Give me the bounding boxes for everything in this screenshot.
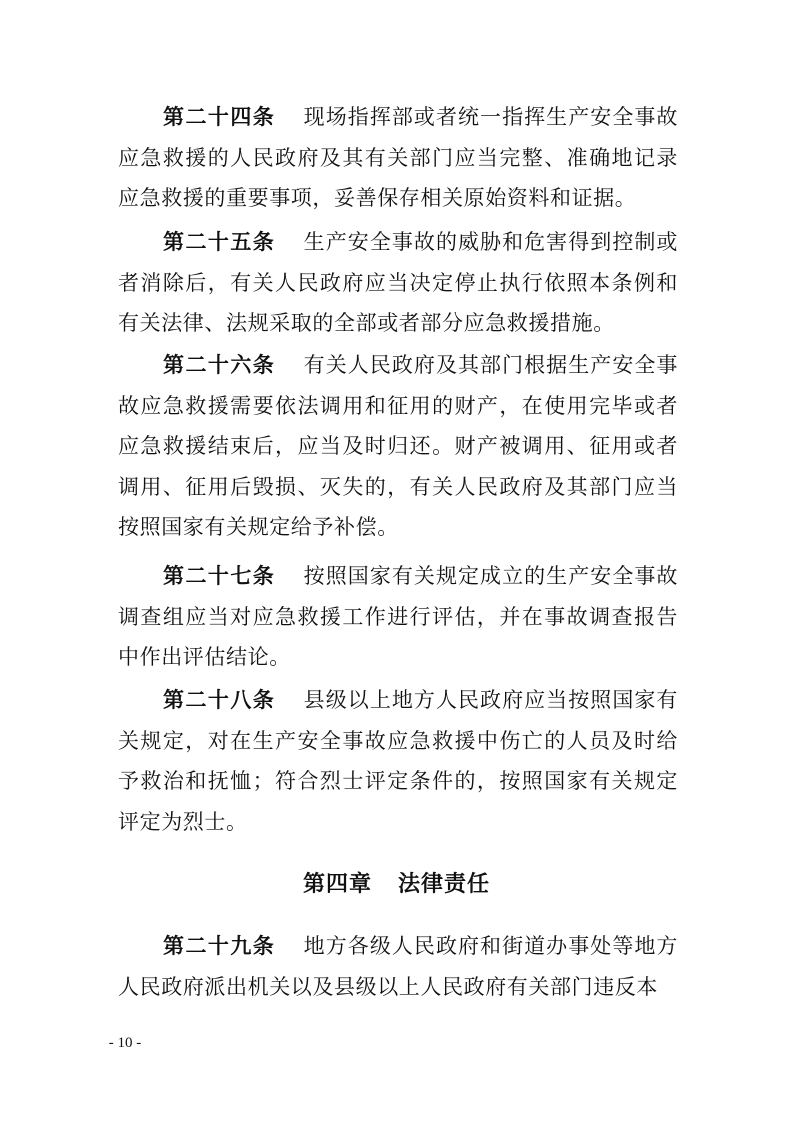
- article-29: [118, 926, 678, 1007]
- page-number: - 10 -: [108, 1035, 142, 1051]
- article-27: [118, 556, 678, 678]
- article-text: 有关人民政府及其部门根据生产安全事故应急救援需要依法调用和征用的财产，在使用完毕或者应急救援结束后，应当及时归还。财产被调用、征用或者调用、征用后毁损、灭失的，有关人民政府及其部门应当按照国家有关规定给予补偿。: [118, 353, 679, 539]
- article-number: 第二十六条: [163, 353, 276, 377]
- article-26: [118, 345, 678, 548]
- chapter-number: 第四章: [302, 872, 372, 897]
- chapter-heading: [0, 868, 793, 902]
- article-number: 第二十七条: [163, 564, 276, 588]
- article-number: 第二十四条: [163, 105, 276, 129]
- article-number: 第二十八条: [163, 688, 276, 712]
- article-text: 生产安全事故的威胁和危害得到控制或者消除后，有关人民政府应当决定停止执行依照本条例和有关法律、法规采取的全部或者部分应急救援措施。: [118, 230, 679, 335]
- article-text: 县级以上地方人民政府应当按照国家有关规定，对在生产安全事故应急救援中伤亡的人员及时给予救治和抚恤；符合烈士评定条件的，按照国家有关规定评定为烈士。: [118, 688, 679, 834]
- article-25: [118, 222, 678, 344]
- article-text: 按照国家有关规定成立的生产安全事故调查组应当对应急救援工作进行评估，并在事故调查报告中作出评估结论。: [118, 564, 679, 669]
- article-text: 地方各级人民政府和街道办事处等地方人民政府派出机关以及县级以上人民政府有关部门违反本: [118, 934, 679, 999]
- article-text: 现场指挥部或者统一指挥生产安全事故应急救援的人民政府及其有关部门应当完整、准确地记录应急救援的重要事项，妥善保存相关原始资料和证据。: [118, 105, 679, 210]
- article-24: [118, 97, 678, 219]
- article-number: 第二十九条: [163, 934, 276, 958]
- chapter-title: 法律责任: [398, 872, 491, 897]
- article-number: 第二十五条: [163, 230, 276, 254]
- article-28: [118, 680, 678, 842]
